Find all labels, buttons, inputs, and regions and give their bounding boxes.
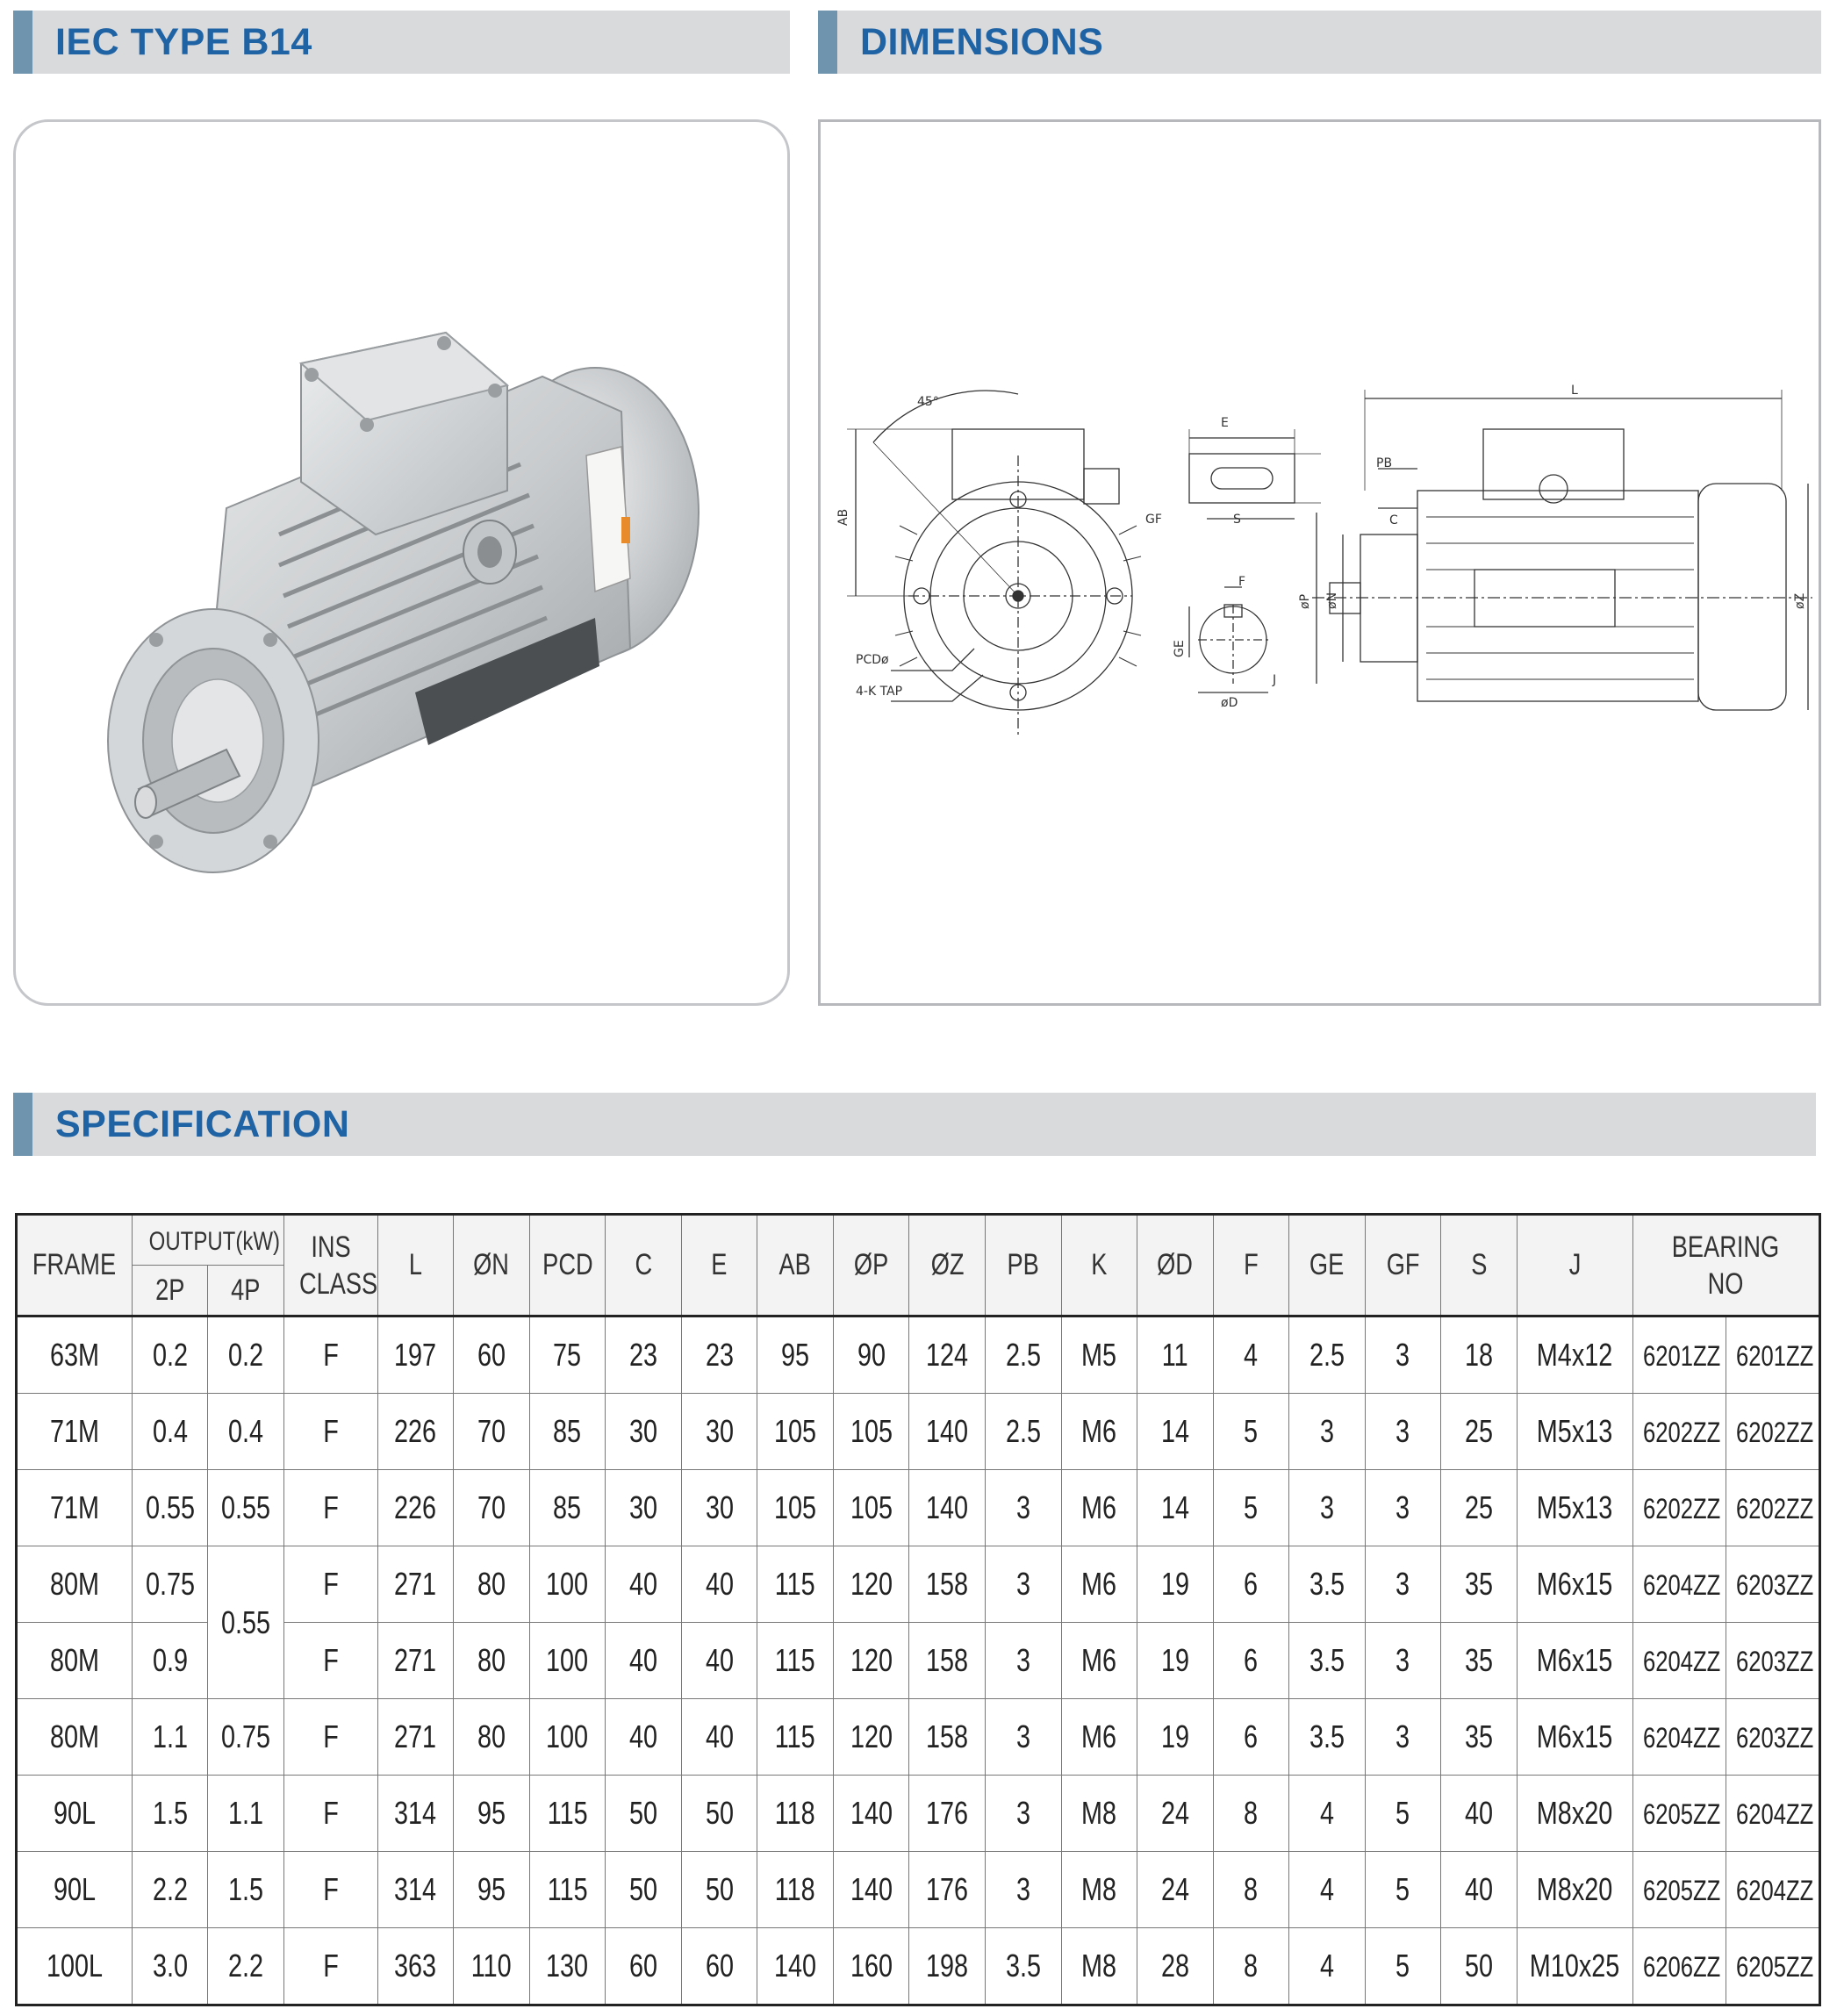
header-k: K — [1061, 1215, 1137, 1316]
cell-output-2p: 1.5 — [132, 1776, 208, 1852]
cell-pcd: 85 — [529, 1470, 606, 1546]
cell-pcd: 100 — [529, 1699, 606, 1776]
cell-output-4p: 1.1 — [208, 1776, 284, 1852]
cell-s: 18 — [1441, 1316, 1518, 1394]
cell-p: 105 — [833, 1394, 909, 1470]
cell-output-2p: 0.55 — [132, 1470, 208, 1546]
header-gf: GF — [1365, 1215, 1441, 1316]
cell-pcd: 115 — [529, 1852, 606, 1928]
cell-l: 314 — [377, 1852, 454, 1928]
cell-pb: 3 — [985, 1470, 1061, 1546]
cell-c: 40 — [606, 1699, 682, 1776]
cell-gf: 3 — [1365, 1316, 1441, 1394]
cell-output-2p: 0.2 — [132, 1316, 208, 1394]
label-ge: GE — [1173, 640, 1187, 657]
cell-j: M4x12 — [1517, 1316, 1632, 1394]
side-view — [1312, 390, 1812, 710]
cell-bearing-2: 6203ZZ — [1726, 1623, 1820, 1699]
cell-d: 24 — [1137, 1852, 1214, 1928]
section-accent — [818, 11, 837, 74]
cell-e: 30 — [681, 1470, 757, 1546]
cell-gf: 3 — [1365, 1546, 1441, 1623]
cell-e: 30 — [681, 1394, 757, 1470]
cell-bearing-2: 6205ZZ — [1726, 1928, 1820, 2005]
cell-output-2p: 0.9 — [132, 1623, 208, 1699]
cell-p: 105 — [833, 1470, 909, 1546]
dimension-drawing — [821, 122, 1819, 1003]
cell-e: 40 — [681, 1623, 757, 1699]
cell-gf: 5 — [1365, 1776, 1441, 1852]
shaft-key-view — [1189, 429, 1321, 692]
cell-c: 40 — [606, 1546, 682, 1623]
cell-gf: 3 — [1365, 1699, 1441, 1776]
label-p: øP — [1298, 593, 1312, 609]
cell-j: M6x15 — [1517, 1623, 1632, 1699]
section-title-dimensions: DIMENSIONS — [860, 21, 1104, 63]
cell-f: 5 — [1213, 1394, 1289, 1470]
header-pb: PB — [985, 1215, 1061, 1316]
section-header-type — [13, 11, 790, 74]
cell-k: M8 — [1061, 1852, 1137, 1928]
label-j: J — [1273, 673, 1277, 687]
cell-s: 35 — [1441, 1699, 1518, 1776]
cell-k: M5 — [1061, 1316, 1137, 1394]
cell-f: 6 — [1213, 1623, 1289, 1699]
cell-pb: 3 — [985, 1699, 1061, 1776]
cell-f: 6 — [1213, 1546, 1289, 1623]
cell-s: 35 — [1441, 1623, 1518, 1699]
header-c: C — [606, 1215, 682, 1316]
cell-bearing-2: 6202ZZ — [1726, 1394, 1820, 1470]
cell-ins-class: F — [283, 1470, 377, 1546]
table-row — [17, 1699, 1820, 1776]
cell-k: M6 — [1061, 1394, 1137, 1470]
cell-z: 198 — [909, 1928, 986, 2005]
cell-j: M8x20 — [1517, 1776, 1632, 1852]
cell-bearing-1: 6204ZZ — [1632, 1699, 1726, 1776]
label-f: F — [1238, 575, 1246, 589]
cell-frame: 71M — [17, 1470, 133, 1546]
section-accent — [13, 11, 32, 74]
cell-s: 40 — [1441, 1852, 1518, 1928]
header-p: ØP — [833, 1215, 909, 1316]
cell-l: 197 — [377, 1316, 454, 1394]
cell-p: 140 — [833, 1776, 909, 1852]
cell-ge: 4 — [1289, 1852, 1366, 1928]
cell-j: M10x25 — [1517, 1928, 1632, 2005]
cell-bearing-1: 6204ZZ — [1632, 1546, 1726, 1623]
cell-output-4p: 1.5 — [208, 1852, 284, 1928]
cell-n: 80 — [454, 1546, 530, 1623]
cell-ab: 105 — [757, 1470, 834, 1546]
cell-pcd: 100 — [529, 1546, 606, 1623]
cell-ab: 118 — [757, 1852, 834, 1928]
cell-d: 11 — [1137, 1316, 1214, 1394]
label-z: øZ — [1793, 592, 1807, 609]
cell-z: 176 — [909, 1776, 986, 1852]
product-photo-panel — [13, 119, 790, 1006]
label-gf: GF — [1145, 513, 1162, 527]
motor-illustration — [16, 122, 787, 1003]
cell-s: 50 — [1441, 1928, 1518, 2005]
label-angle: 45° — [917, 395, 939, 409]
cell-pcd: 100 — [529, 1623, 606, 1699]
cell-ge: 3.5 — [1289, 1699, 1366, 1776]
cell-p: 120 — [833, 1699, 909, 1776]
header-e: E — [681, 1215, 757, 1316]
cell-bearing-2: 6201ZZ — [1726, 1316, 1820, 1394]
cell-f: 8 — [1213, 1928, 1289, 2005]
cell-z: 158 — [909, 1699, 986, 1776]
cell-e: 40 — [681, 1699, 757, 1776]
cell-pb: 3 — [985, 1852, 1061, 1928]
header-j: J — [1517, 1215, 1632, 1316]
cell-frame: 71M — [17, 1394, 133, 1470]
section-accent — [13, 1093, 32, 1156]
cell-pb: 2.5 — [985, 1394, 1061, 1470]
cell-bearing-1: 6201ZZ — [1632, 1316, 1726, 1394]
cell-output-4p: 2.2 — [208, 1928, 284, 2005]
label-ab: AB — [836, 508, 850, 526]
cell-p: 120 — [833, 1546, 909, 1623]
header-pcd: PCD — [529, 1215, 606, 1316]
cell-f: 5 — [1213, 1470, 1289, 1546]
cell-output-2p: 3.0 — [132, 1928, 208, 2005]
cell-ins-class: F — [283, 1928, 377, 2005]
cell-c: 30 — [606, 1470, 682, 1546]
header-s: S — [1441, 1215, 1518, 1316]
table-row — [17, 1852, 1820, 1928]
cell-pb: 3 — [985, 1623, 1061, 1699]
cell-p: 120 — [833, 1623, 909, 1699]
cell-j: M6x15 — [1517, 1699, 1632, 1776]
cell-frame: 80M — [17, 1546, 133, 1623]
cell-frame: 90L — [17, 1852, 133, 1928]
header-l: L — [377, 1215, 454, 1316]
cell-k: M8 — [1061, 1928, 1137, 2005]
cell-ins-class: F — [283, 1623, 377, 1699]
cell-s: 40 — [1441, 1776, 1518, 1852]
specification-table-body — [17, 1316, 1820, 2005]
cell-s: 35 — [1441, 1546, 1518, 1623]
cell-l: 314 — [377, 1776, 454, 1852]
cell-output-4p: 0.55 — [208, 1470, 284, 1546]
cell-k: M6 — [1061, 1699, 1137, 1776]
table-row — [17, 1470, 1820, 1546]
cell-pcd: 130 — [529, 1928, 606, 2005]
cell-bearing-2: 6202ZZ — [1726, 1470, 1820, 1546]
cell-ab: 118 — [757, 1776, 834, 1852]
section-title-specification: SPECIFICATION — [55, 1103, 350, 1145]
cell-ge: 3 — [1289, 1470, 1366, 1546]
cell-c: 50 — [606, 1852, 682, 1928]
dimensions-drawing-panel — [818, 119, 1821, 1006]
cell-output-2p: 0.4 — [132, 1394, 208, 1470]
cell-pb: 3 — [985, 1546, 1061, 1623]
cell-ins-class: F — [283, 1852, 377, 1928]
cell-output-4p: 0.4 — [208, 1394, 284, 1470]
cell-d: 28 — [1137, 1928, 1214, 2005]
cell-c: 30 — [606, 1394, 682, 1470]
cell-bearing-1: 6202ZZ — [1632, 1394, 1726, 1470]
table-row — [17, 1546, 1820, 1623]
cell-e: 40 — [681, 1546, 757, 1623]
cell-gf: 3 — [1365, 1623, 1441, 1699]
cell-pcd: 115 — [529, 1776, 606, 1852]
specification-table — [15, 1213, 1821, 2006]
cell-j: M5x13 — [1517, 1394, 1632, 1470]
cell-d: 19 — [1137, 1699, 1214, 1776]
cell-ab: 115 — [757, 1623, 834, 1699]
cell-output-4p: 0.2 — [208, 1316, 284, 1394]
cell-f: 4 — [1213, 1316, 1289, 1394]
cell-output-4p: 0.55 — [208, 1546, 284, 1699]
table-row — [17, 1623, 1820, 1699]
cell-ins-class: F — [283, 1394, 377, 1470]
cell-output-2p: 1.1 — [132, 1699, 208, 1776]
label-n: øN — [1325, 592, 1339, 609]
cell-n: 110 — [454, 1928, 530, 2005]
cell-output-2p: 2.2 — [132, 1852, 208, 1928]
table-row — [17, 1776, 1820, 1852]
cell-output-2p: 0.75 — [132, 1546, 208, 1623]
cell-k: M6 — [1061, 1546, 1137, 1623]
header-ge: GE — [1289, 1215, 1366, 1316]
cell-ab: 115 — [757, 1699, 834, 1776]
cell-frame: 80M — [17, 1699, 133, 1776]
cell-n: 95 — [454, 1852, 530, 1928]
header-ab: AB — [757, 1215, 834, 1316]
cell-d: 14 — [1137, 1470, 1214, 1546]
cell-z: 124 — [909, 1316, 986, 1394]
label-tap: 4-K TAP — [856, 685, 903, 699]
label-s: S — [1233, 513, 1241, 527]
cell-k: M6 — [1061, 1623, 1137, 1699]
cell-gf: 5 — [1365, 1928, 1441, 2005]
cell-e: 60 — [681, 1928, 757, 2005]
cell-n: 80 — [454, 1699, 530, 1776]
cell-bearing-1: 6202ZZ — [1632, 1470, 1726, 1546]
cell-p: 140 — [833, 1852, 909, 1928]
header-frame: FRAME — [17, 1215, 133, 1316]
cell-c: 40 — [606, 1623, 682, 1699]
cell-ge: 3.5 — [1289, 1546, 1366, 1623]
cell-j: M6x15 — [1517, 1546, 1632, 1623]
cell-d: 19 — [1137, 1623, 1214, 1699]
table-row — [17, 1316, 1820, 1394]
cell-l: 271 — [377, 1546, 454, 1623]
cell-gf: 3 — [1365, 1470, 1441, 1546]
cell-z: 176 — [909, 1852, 986, 1928]
cell-l: 271 — [377, 1699, 454, 1776]
label-e: E — [1221, 416, 1229, 430]
cell-s: 25 — [1441, 1394, 1518, 1470]
table-row — [17, 1394, 1820, 1470]
cell-e: 50 — [681, 1776, 757, 1852]
cell-s: 25 — [1441, 1470, 1518, 1546]
cell-ab: 95 — [757, 1316, 834, 1394]
cell-ge: 3 — [1289, 1394, 1366, 1470]
cell-e: 50 — [681, 1852, 757, 1928]
header-d: ØD — [1137, 1215, 1214, 1316]
cell-frame: 63M — [17, 1316, 133, 1394]
cell-k: M8 — [1061, 1776, 1137, 1852]
cell-pb: 2.5 — [985, 1316, 1061, 1394]
cell-j: M8x20 — [1517, 1852, 1632, 1928]
cell-l: 226 — [377, 1470, 454, 1546]
cell-n: 60 — [454, 1316, 530, 1394]
header-f: F — [1213, 1215, 1289, 1316]
label-c: C — [1389, 513, 1398, 527]
section-header-dimensions — [818, 11, 1821, 74]
cell-d: 19 — [1137, 1546, 1214, 1623]
cell-l: 363 — [377, 1928, 454, 2005]
cell-pb: 3 — [985, 1776, 1061, 1852]
header-output: OUTPUT(kW) — [132, 1215, 283, 1266]
cell-ab: 105 — [757, 1394, 834, 1470]
cell-n: 70 — [454, 1394, 530, 1470]
cell-f: 8 — [1213, 1776, 1289, 1852]
cell-ge: 2.5 — [1289, 1316, 1366, 1394]
cell-bearing-1: 6205ZZ — [1632, 1776, 1726, 1852]
cell-z: 158 — [909, 1623, 986, 1699]
header-ins-class: INS CLASS — [283, 1215, 377, 1316]
header-n: ØN — [454, 1215, 530, 1316]
cell-frame: 80M — [17, 1623, 133, 1699]
header-2p: 2P — [132, 1266, 208, 1316]
cell-c: 50 — [606, 1776, 682, 1852]
cell-pcd: 75 — [529, 1316, 606, 1394]
cell-c: 60 — [606, 1928, 682, 2005]
label-pb: PB — [1376, 456, 1393, 470]
cell-ab: 115 — [757, 1546, 834, 1623]
cell-bearing-1: 6205ZZ — [1632, 1852, 1726, 1928]
header-bearing: BEARING NO — [1632, 1215, 1819, 1316]
cell-bearing-2: 6204ZZ — [1726, 1852, 1820, 1928]
cell-bearing-2: 6203ZZ — [1726, 1699, 1820, 1776]
cell-frame: 100L — [17, 1928, 133, 2005]
cell-frame: 90L — [17, 1776, 133, 1852]
table-row — [17, 1928, 1820, 2005]
cell-output-4p: 0.75 — [208, 1699, 284, 1776]
cell-pcd: 85 — [529, 1394, 606, 1470]
cell-bearing-2: 6203ZZ — [1726, 1546, 1820, 1623]
cell-z: 140 — [909, 1470, 986, 1546]
cell-bearing-1: 6204ZZ — [1632, 1623, 1726, 1699]
cell-pb: 3.5 — [985, 1928, 1061, 2005]
label-l: L — [1571, 384, 1578, 398]
cell-j: M5x13 — [1517, 1470, 1632, 1546]
cell-l: 271 — [377, 1623, 454, 1699]
cell-n: 80 — [454, 1623, 530, 1699]
cell-ge: 3.5 — [1289, 1623, 1366, 1699]
cell-ins-class: F — [283, 1699, 377, 1776]
cell-n: 95 — [454, 1776, 530, 1852]
cell-ab: 140 — [757, 1928, 834, 2005]
label-d: øD — [1221, 696, 1238, 710]
cell-d: 24 — [1137, 1776, 1214, 1852]
cell-k: M6 — [1061, 1470, 1137, 1546]
cell-l: 226 — [377, 1394, 454, 1470]
cell-ge: 4 — [1289, 1928, 1366, 2005]
cell-n: 70 — [454, 1470, 530, 1546]
cell-ge: 4 — [1289, 1776, 1366, 1852]
cell-e: 23 — [681, 1316, 757, 1394]
cell-z: 158 — [909, 1546, 986, 1623]
cell-ins-class: F — [283, 1316, 377, 1394]
cell-bearing-2: 6204ZZ — [1726, 1776, 1820, 1852]
section-title-type: IEC TYPE B14 — [55, 21, 312, 63]
cell-p: 90 — [833, 1316, 909, 1394]
cell-bearing-1: 6206ZZ — [1632, 1928, 1726, 2005]
cell-gf: 3 — [1365, 1394, 1441, 1470]
cell-z: 140 — [909, 1394, 986, 1470]
header-4p: 4P — [208, 1266, 284, 1316]
cell-d: 14 — [1137, 1394, 1214, 1470]
cell-f: 8 — [1213, 1852, 1289, 1928]
cell-ins-class: F — [283, 1776, 377, 1852]
label-pcd: PCDø — [856, 653, 889, 667]
cell-ins-class: F — [283, 1546, 377, 1623]
header-z: ØZ — [909, 1215, 986, 1316]
cell-gf: 5 — [1365, 1852, 1441, 1928]
cell-c: 23 — [606, 1316, 682, 1394]
cell-p: 160 — [833, 1928, 909, 2005]
cell-f: 6 — [1213, 1699, 1289, 1776]
section-header-specification — [13, 1093, 1816, 1156]
